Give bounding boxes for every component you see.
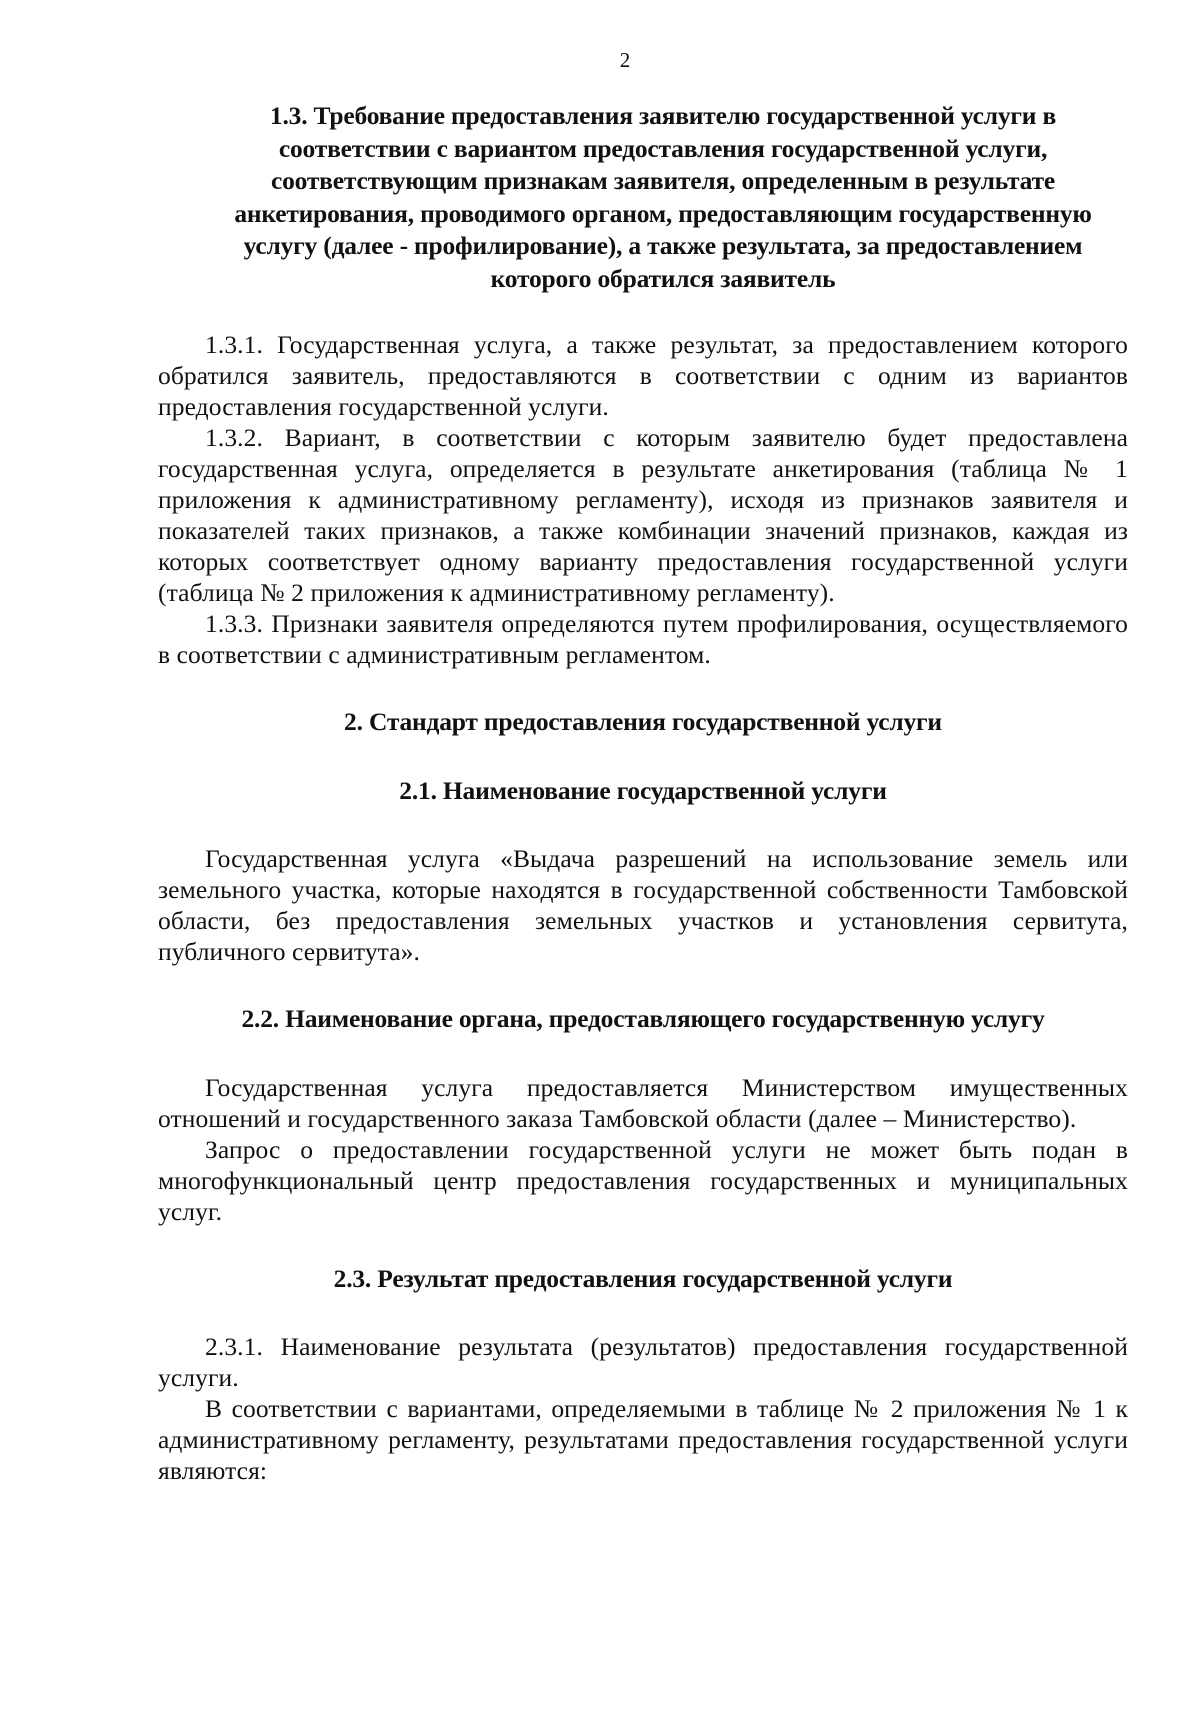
paragraph-2-3-2: В соответствии с вариантами, определяемыми в таблице № 2 приложения № 1 к административному регламенту, результатами предоставления государственной услуги являются: (158, 1394, 1128, 1485)
section-heading-2: 2. Стандарт предоставления государственной услуги (344, 707, 942, 736)
paragraph-2-2-1: Государственная услуга предоставляется Министерством имущественных отношений и государственного заказа Тамбовской области (далее – Министерство). (158, 1072, 1128, 1133)
section-heading-2-2: 2.2. Наименование органа, предоставляющего государственную услугу (241, 1004, 1045, 1033)
paragraph-1-3-3: 1.3.3. Признаки заявителя определяются путем профилирования, осуществляемого в соответствии с административным регламентом. (158, 609, 1128, 669)
paragraph-2-1: Государственная услуга «Выдача разрешений на использование земель или земельного участка, которые находятся в государственной собственности Тамбовской области, без предоставления земельных участков и установления сервитута, публичного сервитута». (158, 844, 1128, 966)
paragraph-2-3-1: 2.3.1. Наименование результата (результатов) предоставления государственной услуги. (158, 1332, 1128, 1392)
paragraph-2-2-2: Запрос о предоставлении государственной услуги не может быть подан в многофункциональный центр предоставления государственных и муниципальных услуг. (158, 1134, 1128, 1226)
page-number: 2 (619, 48, 631, 72)
section-heading-2-1: 2.1. Наименование государственной услуги (399, 775, 887, 805)
paragraph-1-3-2: 1.3.2. Вариант, в соответствии с которым заявителю будет предоставлена государственная услуга, определяется в результате анкетирования (таблица № 1 приложения к административному регламенту), исходя из признаков заявителя и показателей таких признаков, а также комбинации значений признаков, каждая из которых соответствует одному варианту предоставления государственной услуги (таблица № 2 приложения к административному регламенту). (158, 423, 1128, 607)
section-heading-2-3: 2.3. Результат предоставления государственной услуги (333, 1263, 953, 1293)
section-heading-1-3: 1.3. Требование предоставления заявителю государственной услуги в соответствии с вариантом предоставления государственной услуги, соответствующим признакам заявителя, определенным в результате анкетирования, проводимого органом, предоставляющим государственную услугу (далее - профилирование), а также результата, за предоставлением которого обратился заявитель (234, 101, 1092, 293)
document-body (158, 100, 1128, 1486)
paragraph-1-3-1: 1.3.1. Государственная услуга, а также результат, за предоставлением которого обратился заявитель, предоставляются в соответствии с одним из вариантов предоставления государственной услуги. (158, 330, 1128, 421)
